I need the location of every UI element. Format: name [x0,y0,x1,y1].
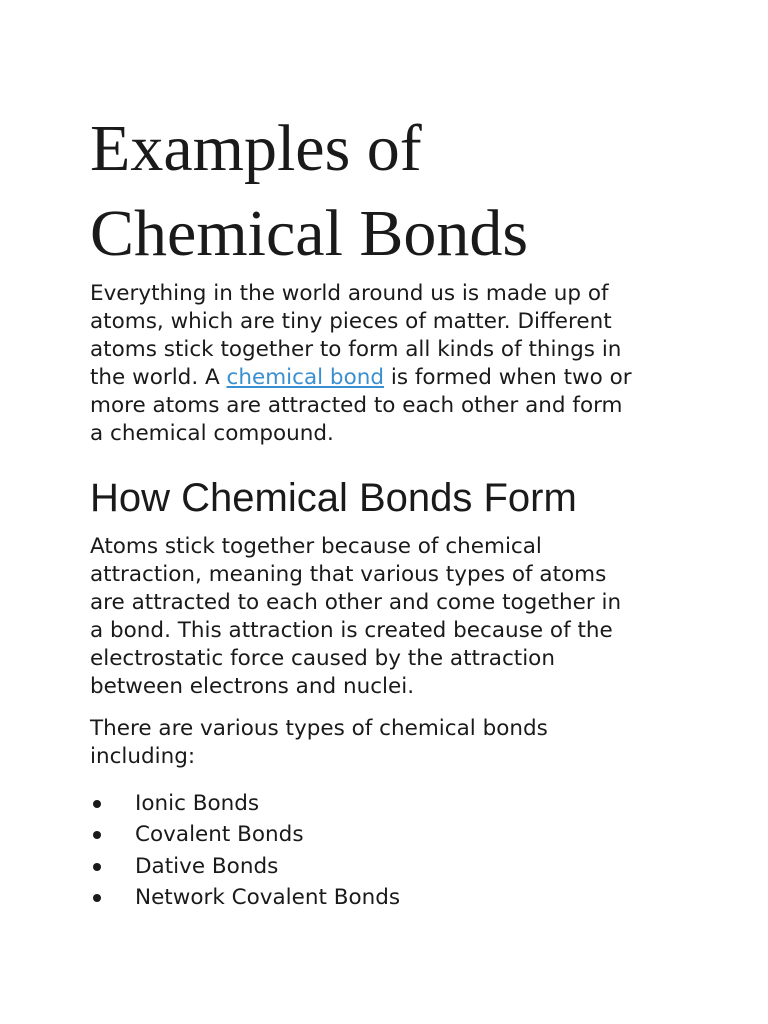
list-item-label: Ionic Bonds [135,791,260,816]
attraction-line: attraction, meaning that various types of atoms [90,562,607,587]
chemical-bond-link[interactable]: chemical bond [226,365,385,390]
intro-line: atoms stick together to form all kinds of things in [90,337,622,362]
list-item-label: Network Covalent Bonds [135,884,401,910]
attraction-line: a bond. This attraction is created because of the [90,618,613,643]
attraction-line: Atoms stick together because of chemical [90,534,542,559]
types-intro-paragraph [90,715,690,771]
list-item [90,851,400,882]
list-item-label: Covalent Bonds [135,822,304,848]
attraction-line: between electrons and nuclei. [90,674,415,699]
intro-line-with-link [90,364,690,392]
list-item [90,819,400,850]
intro-line: Everything in the world around us is made up of [90,281,609,306]
bullet-icon [93,894,101,902]
bullet-icon [93,863,101,871]
intro-line: a chemical compound. [90,421,334,446]
intro-paragraph [90,280,690,448]
intro-line: atoms, which are tiny pieces of matter. Different [90,309,612,334]
page-title-line: Examples of [90,112,422,185]
bullet-icon [93,831,101,839]
attraction-paragraph [90,533,690,701]
list-item [90,788,400,819]
intro-text: is formed when two or [384,365,632,390]
page-title-line: Chemical Bonds [90,197,529,270]
intro-line: more atoms are attracted to each other and form [90,393,623,418]
bullet-icon [93,800,101,808]
types-intro-line: including: [90,744,196,769]
section-heading: How Chemical Bonds Form [90,476,577,520]
page-title [90,106,528,276]
list-item [90,882,400,913]
bond-types-list [90,788,400,913]
list-item-label: Dative Bonds [135,853,279,879]
attraction-line: are attracted to each other and come together in [90,590,622,615]
types-intro-line: There are various types of chemical bonds [90,716,548,741]
intro-text: the world. A [90,365,227,390]
attraction-line: electrostatic force caused by the attraction [90,646,555,671]
